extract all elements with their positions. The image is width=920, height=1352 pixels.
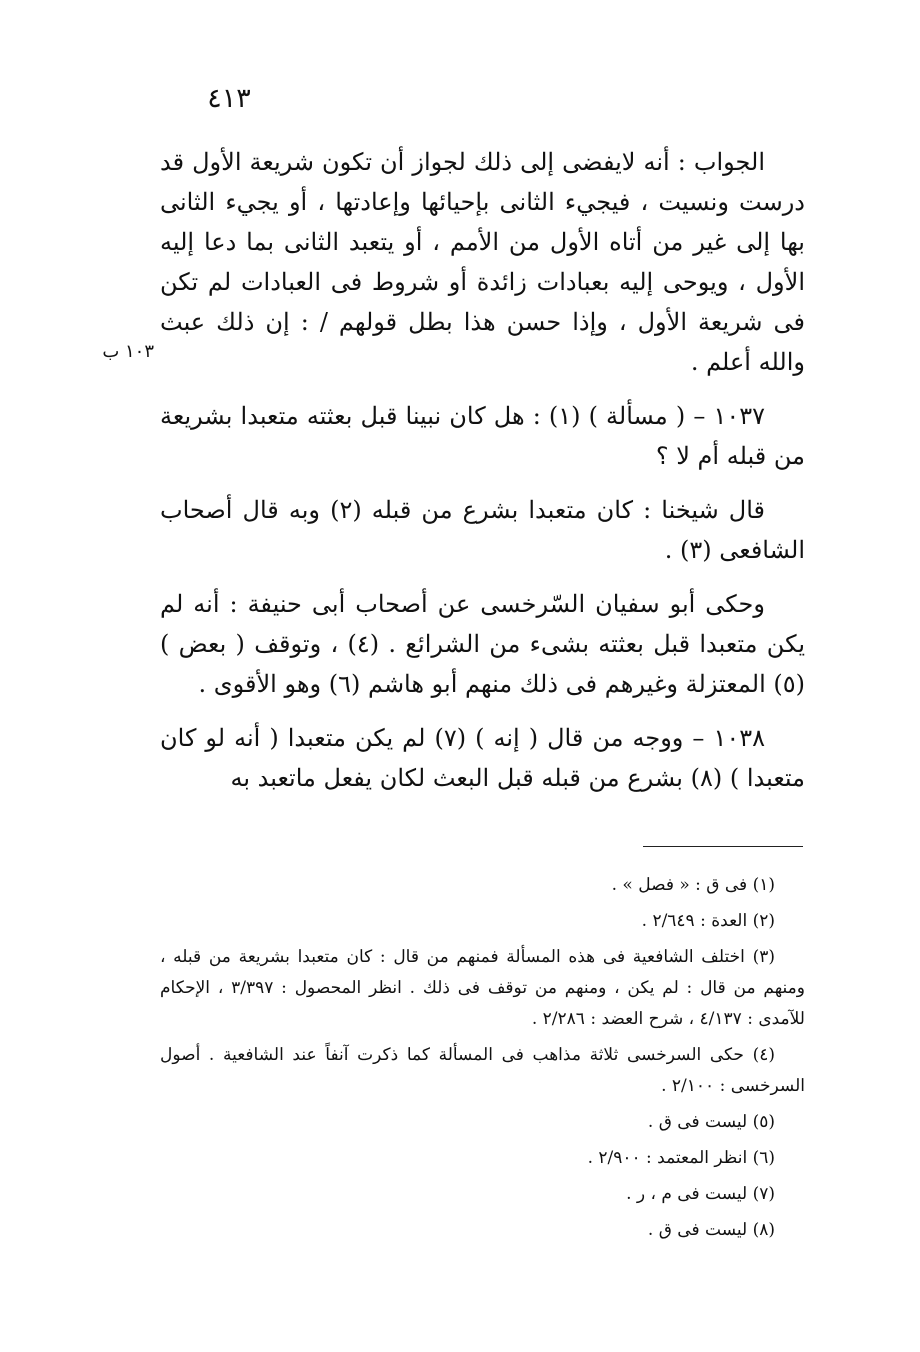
footnote-6: (٦) انظر المعتمد : ٢/٩٠٠ .	[587, 1148, 775, 1168]
main-text	[160, 142, 805, 812]
footnote-8: (٨) ليست فى ق .	[647, 1220, 775, 1240]
footnote-1: (١) فى ق : « فصل » .	[611, 875, 775, 895]
paragraph-shaykh-opinion: قال شيخنا : كان متعبدا بشرع من قبله (٢) وبه قال أصحاب الشافعى (٣) .	[160, 496, 805, 564]
paragraph-sarakhsi-report: وحكى أبو سفيان السّرخسى عن أصحاب أبى حنيفة : أنه لم يكن متعبدا قبل بعثته بشىء من الشرائع . (٤) ، وتوقف ( بعض ) (٥) المعتزلة وغيرهم فى ذلك منهم أبو هاشم (٦) وهو الأقوى .	[160, 590, 806, 698]
margin-folio-note: ١٠٣ ب	[102, 341, 154, 362]
paragraph-issue-1037: ١٠٣٧ – ( مسألة ) (١) : هل كان نبينا قبل بعثته متعبدا بشريعة من قبله أم لا ؟	[160, 402, 805, 470]
footnote-4: (٤) حكى السرخسى ثلاثة مذاهب فى المسألة كما ذكرت آنفاً عند الشافعية . أصول السرخسى : ٢/١٠٠ .	[160, 1045, 805, 1096]
paragraph-answer: الجواب : أنه لايفضى إلى ذلك لجواز أن تكون شريعة الأول قد درست ونسيت ، فيجيء الثانى بإحيائها وإعادتها ، أو يجيء الثانى بها إلى غير من أتاه الأول من الأمم ، أو يتعبد الثانى بما دعا إليه الأول ، ويوحى إليه بعبادات زائدة أو شروط فى العبادات لم تكن فى شريعة الأول ، وإذا حسن هذا بطل قولهم / : إن ذلك عبث والله أعلم .	[160, 148, 805, 376]
page-number: ٤١٣	[207, 83, 251, 114]
paragraph-issue-1038: ١٠٣٨ – ووجه من قال ( إنه ) (٧) لم يكن متعبدا ( أنه لو كان متعبدا ) (٨) بشرع من قبله قبل البعث لكان يفعل ماتعبد به	[160, 724, 805, 792]
footnote-3: (٣) اختلف الشافعية فى هذه المسألة فمنهم من قال : كان متعبدا بشريعة من قبله ، ومنهم من قال : لم يكن ، ومنهم من توقف فى ذلك . انظر المحصول : ٣/٣٩٧ ، الإحكام للآمدى : ٤/١٣٧ ، شرح العضد : ٢/٢٨٦ .	[160, 947, 805, 1029]
footnote-5: (٥) ليست فى ق .	[647, 1112, 775, 1132]
footnote-2: (٢) العدة : ٢/٦٤٩ .	[641, 911, 775, 931]
footnote-divider	[643, 846, 803, 847]
footnote-7: (٧) ليست فى م ، ر .	[626, 1184, 775, 1204]
footnotes	[160, 870, 805, 1251]
